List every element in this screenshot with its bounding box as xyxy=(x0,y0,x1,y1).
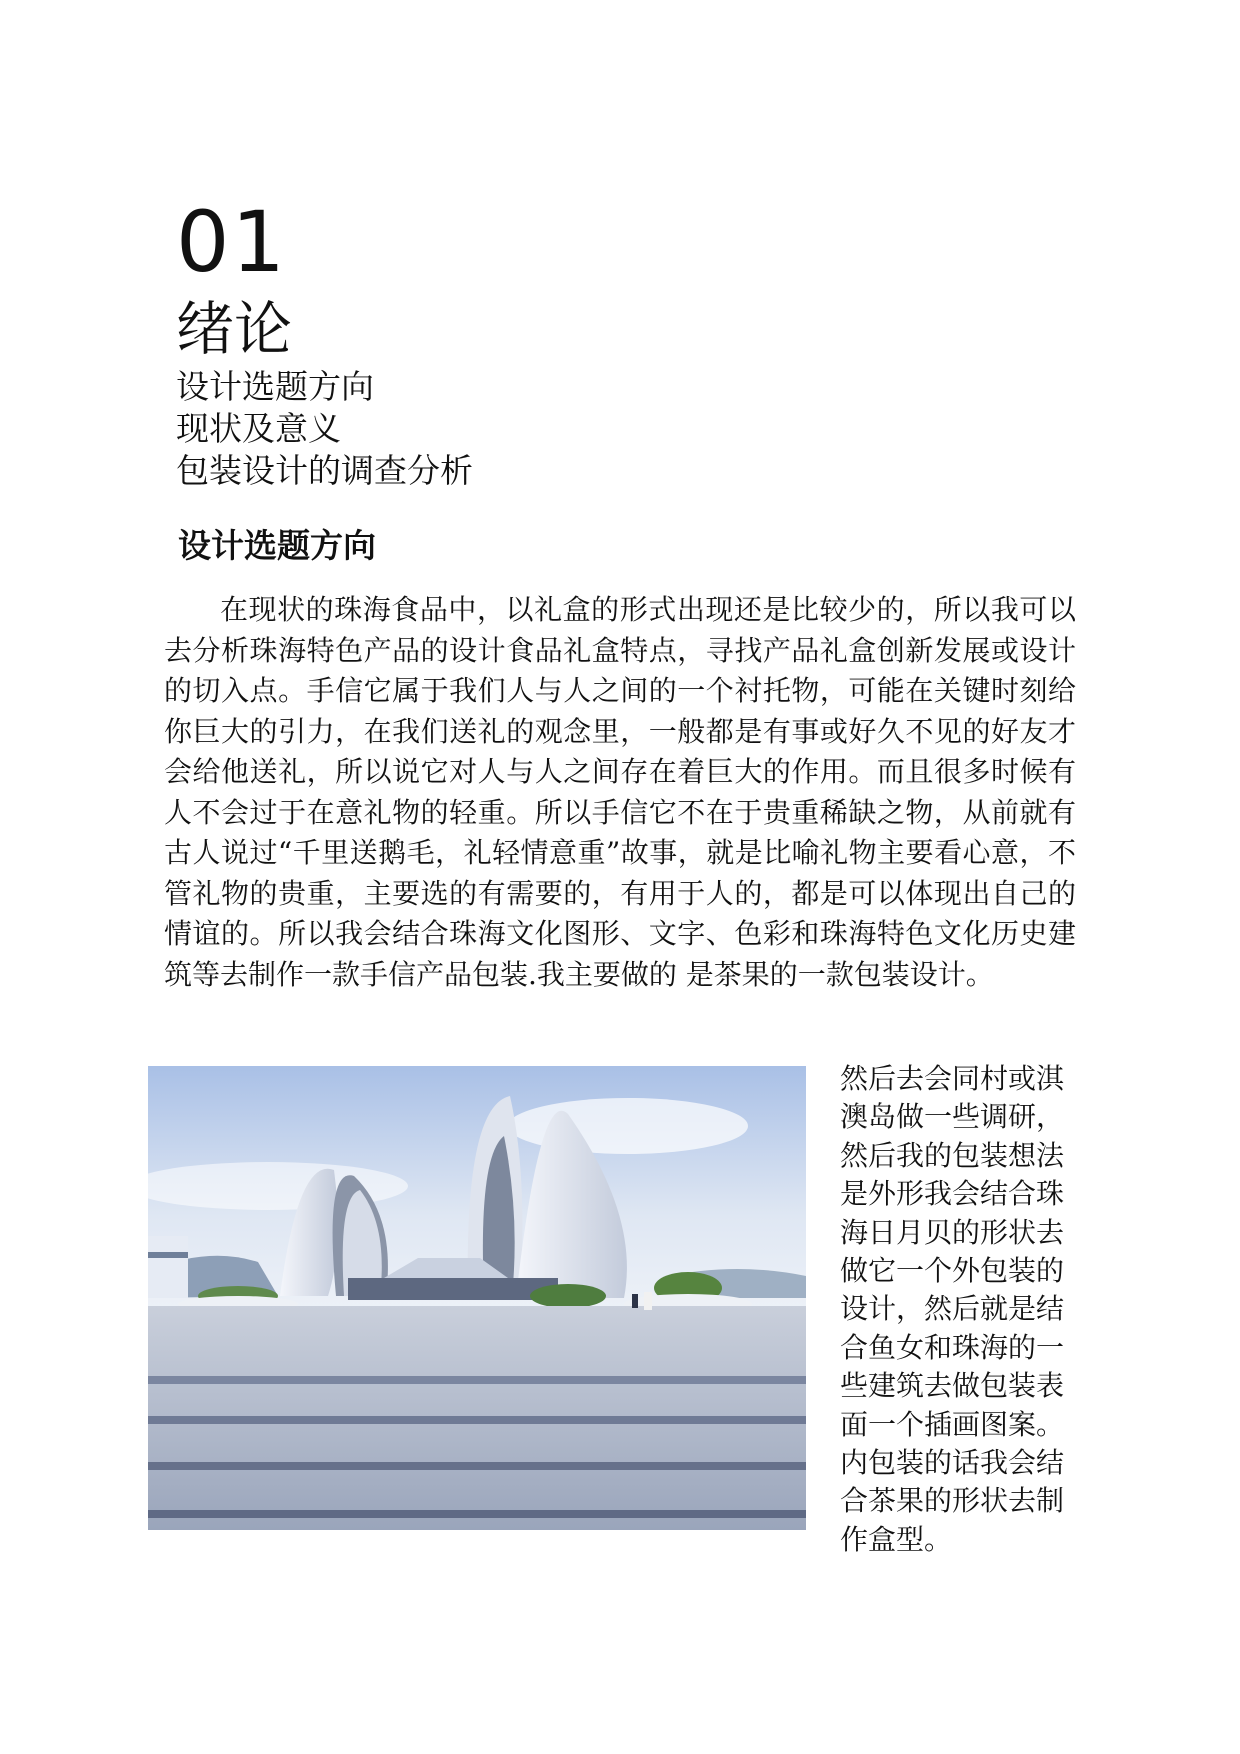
section-heading: 设计选题方向 xyxy=(178,526,376,565)
opera-house-photo xyxy=(148,1066,806,1530)
toc-item: 设计选题方向 xyxy=(176,367,374,406)
opera-house-illustration xyxy=(148,1066,806,1530)
chapter-toc xyxy=(176,366,473,492)
toc-item: 包装设计的调查分析 xyxy=(176,451,473,490)
chapter-number: 01 xyxy=(176,193,287,291)
side-paragraph: 然后去会同村或淇澳岛做一些调研，然后我的包装想法是外形我会结合珠海日月贝的形状去做它一个外包装的设计，然后就是结合鱼女和珠海的一些建筑去做包装表面一个插画图案。内包装的话我会结合茶果的形状去制作盒型。 xyxy=(840,1062,1065,1556)
toc-item: 现状及意义 xyxy=(176,409,341,448)
intro-paragraph: 在现状的珠海食品中，以礼盒的形式出现还是比较少的，所以我可以去分析珠海特色产品的设计食品礼盒特点，寻找产品礼盒创新发展或设计的切入点。手信它属于我们人与人之间的一个衬托物，可能在关键时刻给你巨大的引力，在我们送礼的观念里，一般都是有事或好久不见的好友才会给他送礼，所以说它对人与人之间存在着巨大的作用。而且很多时候有人不会过于在意礼物的轻重。所以手信它不在于贵重稀缺之物，从前就有古人说过“千里送鹅毛，礼轻情意重”故事，就是比喻礼物主要看心意，不管礼物的贵重，主要选的有需要的，有用于人的，都是可以体现出自己的情谊的。所以我会结合珠海文化图形、文字、色彩和珠海特色文化历史建筑等去制作一款手信产品包装.我主要做的 是茶果的一款包装设计。 xyxy=(164,593,1076,991)
chapter-title: 绪论 xyxy=(176,295,293,363)
